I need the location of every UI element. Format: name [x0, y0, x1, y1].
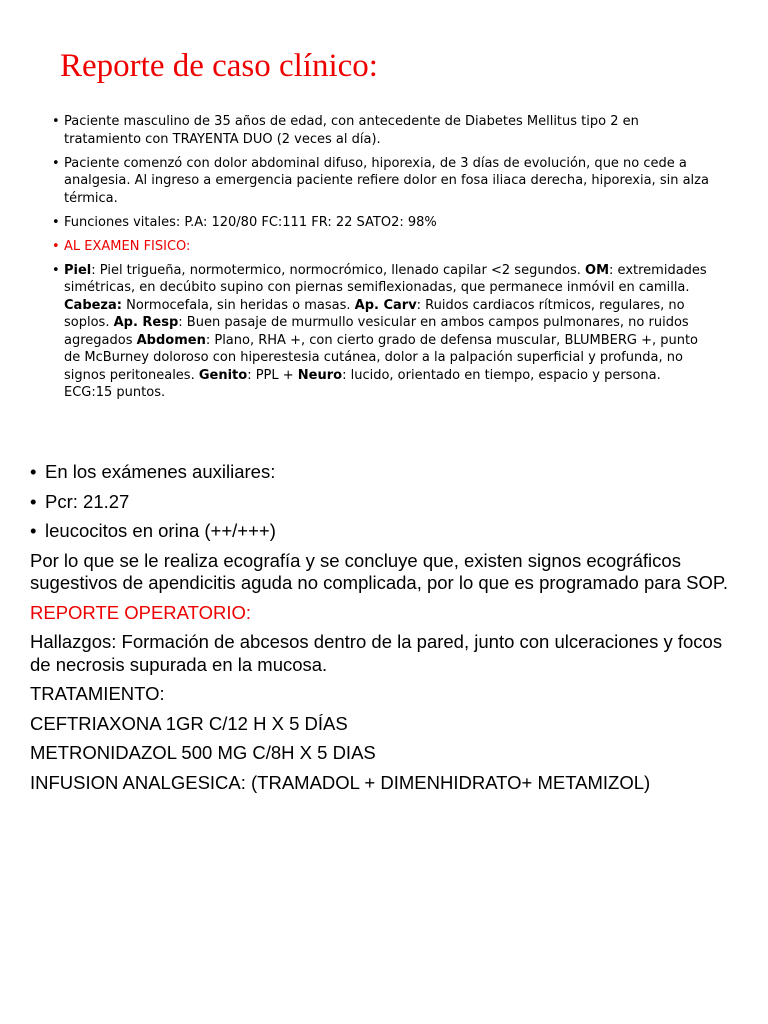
list-item [30, 491, 740, 514]
ultrasound-paragraph: Por lo que se le realiza ecografía y se concluye que, existen signos ecográficos sugestivos de apendicitis aguda no complicada, por lo que es programado para SOP. [30, 549, 728, 593]
cabeza-label: Cabeza: [64, 297, 122, 313]
patient-history-text: Paciente masculino de 35 años de edad, con antecedente de Diabetes Mellitus tipo 2 en tratamiento con TRAYENTA DUO (2 veces al día). [64, 114, 639, 147]
neuro-label: Neuro [297, 367, 343, 383]
bullet-icon: • [30, 490, 37, 512]
vital-signs-text: Funciones vitales: P.A: 120/80 FC:111 FR: 22 SATO2: 98% [64, 214, 437, 230]
page-title: Reporte de caso clínico: [60, 48, 378, 84]
carv-text: : Ruidos cardiacos rítmicos, regulares, no soplos. [64, 297, 685, 330]
list-item [52, 262, 712, 402]
pcr-value: Pcr: 21.27 [45, 490, 130, 512]
treatment-heading: TRATAMIENTO: [30, 683, 165, 704]
om-label: OM [585, 262, 610, 278]
list-item [52, 155, 712, 208]
list-item [52, 113, 712, 148]
piel-label: Piel [64, 262, 92, 278]
treatment-item: METRONIDAZOL 500 MG C/8H X 5 DIAS [30, 742, 376, 763]
genito-text: : PPL + [247, 367, 298, 383]
list-item [30, 461, 740, 484]
carv-label: Ap. Carv [354, 297, 417, 313]
list-item [30, 520, 740, 543]
resp-label: Ap. Resp [113, 315, 179, 330]
neuro-text: : lucido, orientado en tiempo, espacio y persona. ECG:15 puntos. [64, 367, 661, 400]
bullet-icon: • [52, 114, 60, 129]
piel-text: : Piel trigueña, normotermico, normocrómico, llenado capilar <2 segundos. [91, 262, 586, 278]
physical-exam-text [64, 263, 707, 401]
treatment-item: CEFTRIAXONA 1GR C/12 H X 5 DÍAS [30, 712, 348, 734]
bullet-icon: • [30, 461, 37, 482]
case-summary-list [52, 113, 712, 408]
cabeza-text: Normocefala, sin heridas o masas. [121, 297, 355, 313]
list-item [52, 238, 712, 256]
list-item [52, 214, 712, 232]
bullet-icon: • [52, 214, 60, 230]
urine-leukocytes: leucocitos en orina (++/+++) [45, 520, 276, 541]
resp-text: : Buen pasaje de murmullo vesicular en ambos campos pulmonares, no ruidos agregados [64, 315, 689, 348]
report-body [30, 461, 740, 801]
abdomen-label: Abdomen [136, 332, 206, 348]
bullet-icon: • [52, 238, 60, 254]
findings-paragraph: Hallazgos: Formación de abcesos dentro de la pared, junto con ulceraciones y focos de necrosis supurada en la mucosa. [30, 631, 723, 675]
aux-exams-heading: En los exámenes auxiliares: [45, 461, 276, 482]
treatment-item: INFUSION ANALGESICA: (TRAMADOL + DIMENHIDRATO+ METAMIZOL) [30, 771, 651, 793]
bullet-icon: • [52, 155, 60, 171]
bullet-icon: • [52, 262, 60, 278]
om-text: : extremidades simétricas, en decúbito supino con piernas semiflexionadas, que permanece inmóvil en camilla. [64, 262, 707, 295]
genito-label: Genito [198, 367, 248, 383]
exam-heading: AL EXAMEN FISICO: [64, 238, 191, 254]
symptoms-text: Paciente comenzó con dolor abdominal difuso, hiporexia, de 3 días de evolución, que no cede a analgesia. Al ingreso a emergencia paciente refiere dolor en fosa iliaca derecha, hiporexia, sin alza térmica. [64, 155, 709, 206]
bullet-icon: • [30, 520, 37, 541]
abdomen-text: : Plano, RHA +, con cierto grado de defensa muscular, BLUMBERG +, punto de McBurney doloroso con hiperestesia cutánea, dolor a la palpación superficial y profunda, no signos peritoneales. [64, 332, 699, 383]
operative-report-heading: REPORTE OPERATORIO: [30, 601, 252, 623]
